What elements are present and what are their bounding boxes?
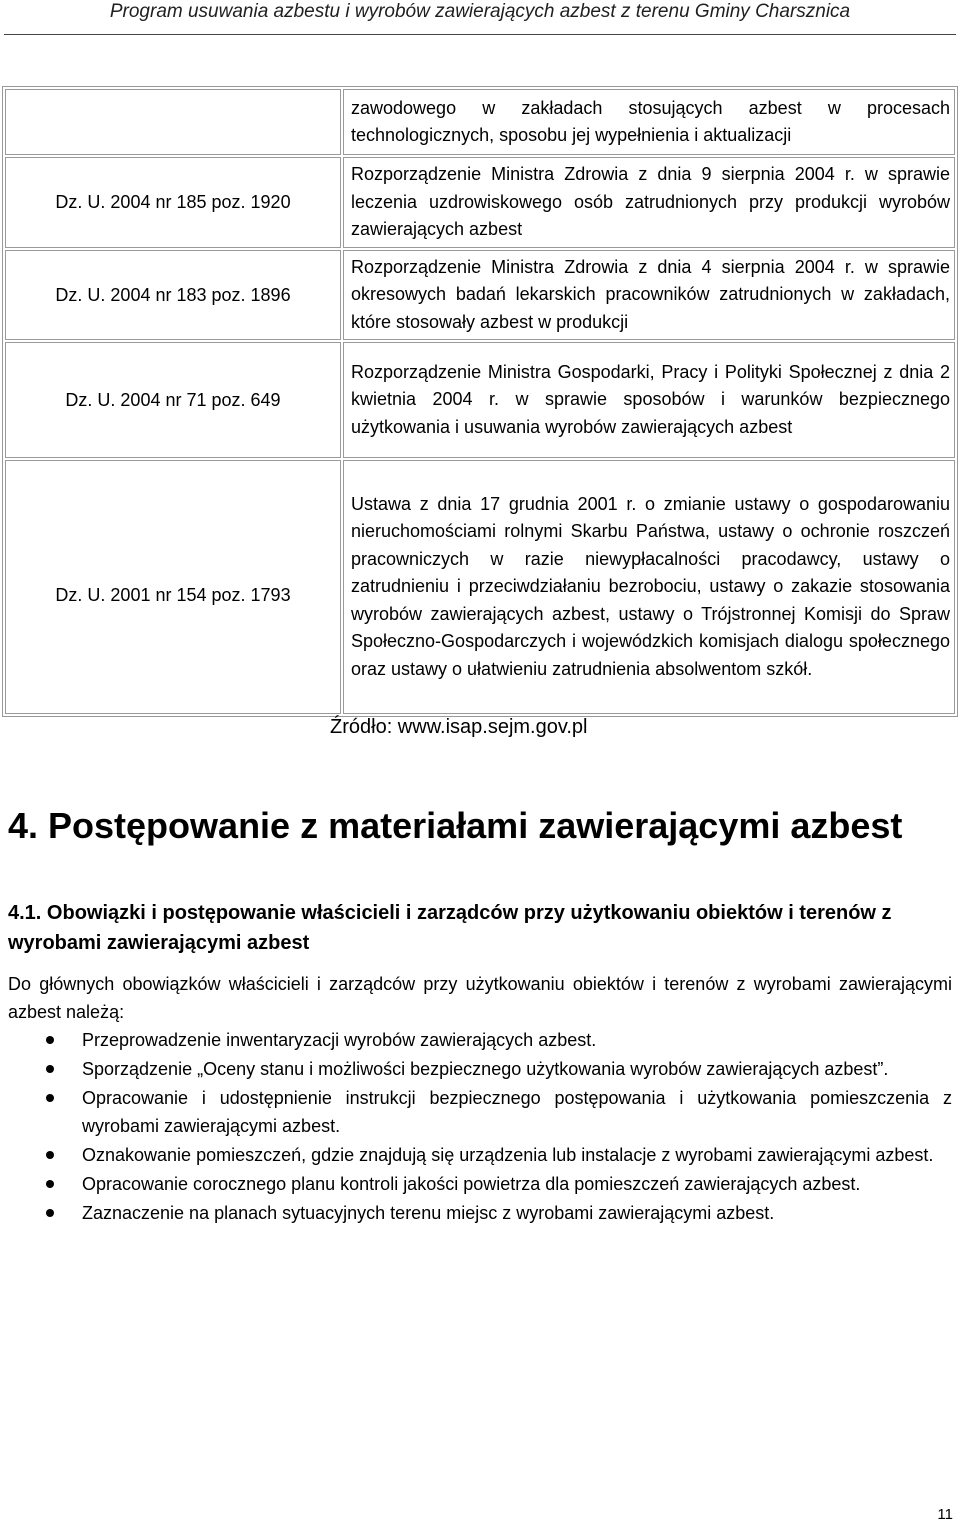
- intro-paragraph: Do głównych obowiązków właścicieli i zarządców przy użytkowaniu obiektów i terenów z wyrobami zawierającymi azbest należą:: [8, 974, 952, 1022]
- list-item: [8, 1199, 952, 1227]
- act-description: Rozporządzenie Ministra Zdrowia z dnia 4 sierpnia 2004 r. w sprawie okresowych badań lekarskich pracowników zatrudnionych w zakładach, które stosowały azbest w produkcji: [343, 250, 955, 341]
- list-item: [8, 1170, 952, 1198]
- act-description: zawodowego w zakładach stosujących azbest w procesach technologicznych, sposobu jej wypełnienia i aktualizacji: [343, 89, 955, 155]
- legal-acts-table: [2, 86, 958, 717]
- list-item: [8, 1084, 952, 1140]
- bullet-icon: [46, 1094, 54, 1102]
- bullet-icon: [46, 1209, 54, 1217]
- table-row: [5, 460, 955, 714]
- bullet-icon: [46, 1065, 54, 1073]
- list-item-text: Opracowanie i udostępnienie instrukcji bezpiecznego postępowania i użytkowania pomieszczenia z wyrobami zawierającymi azbest.: [82, 1088, 952, 1136]
- bullet-icon: [46, 1180, 54, 1188]
- list-item-text: Zaznaczenie na planach sytuacyjnych terenu miejsc z wyrobami zawierającymi azbest.: [82, 1203, 775, 1223]
- list-item-text: Sporządzenie „Oceny stanu i możliwości bezpiecznego użytkowania wyrobów zawierających azbest”.: [82, 1059, 889, 1079]
- table-row: [5, 342, 955, 458]
- section-heading: 4. Postępowanie z materiałami zawierającymi azbest: [8, 805, 903, 846]
- act-description: Rozporządzenie Ministra Zdrowia z dnia 9 sierpnia 2004 r. w sprawie leczenia uzdrowiskowego osób zatrudnionych przy produkcji wyrobów zawierających azbest: [343, 157, 955, 248]
- list-item-text: Oznakowanie pomieszczeń, gdzie znajdują się urządzenia lub instalacje z wyrobami zawierającymi azbest.: [82, 1145, 934, 1165]
- act-reference: Dz. U. 2004 nr 185 poz. 1920: [5, 157, 341, 248]
- subsection-heading: 4.1. Obowiązki i postępowanie właścicieli i zarządców przy użytkowaniu obiektów i terenów z wyrobami zawierającymi azbest: [8, 902, 892, 954]
- source-note: Źródło: www.isap.sejm.gov.pl: [330, 716, 588, 738]
- list-item: [8, 1055, 952, 1083]
- bullet-icon: [46, 1036, 54, 1044]
- list-item: [8, 1141, 952, 1169]
- list-item-text: Przeprowadzenie inwentaryzacji wyrobów zawierających azbest.: [82, 1030, 597, 1050]
- table-row: [5, 250, 955, 341]
- running-header: Program usuwania azbestu i wyrobów zawierających azbest z terenu Gminy Charsznica: [109, 1, 851, 22]
- header-rule: [4, 34, 956, 35]
- bullet-icon: [46, 1151, 54, 1159]
- act-reference: Dz. U. 2004 nr 71 poz. 649: [5, 342, 341, 458]
- act-description: Rozporządzenie Ministra Gospodarki, Pracy i Polityki Społecznej z dnia 2 kwietnia 2004 r. w sprawie sposobów i warunków bezpiecznego użytkowania i usuwania wyrobów zawierających azbest: [343, 342, 955, 458]
- act-reference: Dz. U. 2001 nr 154 poz. 1793: [5, 460, 341, 714]
- list-item: [8, 1026, 952, 1054]
- duties-list: [8, 1026, 952, 1227]
- table-row: [5, 157, 955, 248]
- act-reference: Dz. U. 2004 nr 183 poz. 1896: [5, 250, 341, 341]
- act-reference: [5, 89, 341, 155]
- act-description: Ustawa z dnia 17 grudnia 2001 r. o zmianie ustawy o gospodarowaniu nieruchomościami rolnymi Skarbu Państwa, ustawy o ochronie roszczeń pracowniczych w razie niewypłacalności pracodawcy, ustawy o zatrudnieniu i przeciwdziałaniu bezrobociu, ustawy o zakazie stosowania wyrobów zawierających azbest, ustawy o Trójstronnej Komisji do Spraw Społeczno-Gospodarczych i wojewódzkich komisjach dialogu społecznego oraz ustawy o ułatwieniu zatrudnienia absolwentom szkół.: [343, 460, 955, 714]
- list-item-text: Opracowanie corocznego planu kontroli jakości powietrza dla pomieszczeń zawierających azbest.: [82, 1174, 861, 1194]
- table-row: [5, 89, 955, 155]
- page-number: 11: [937, 1506, 953, 1523]
